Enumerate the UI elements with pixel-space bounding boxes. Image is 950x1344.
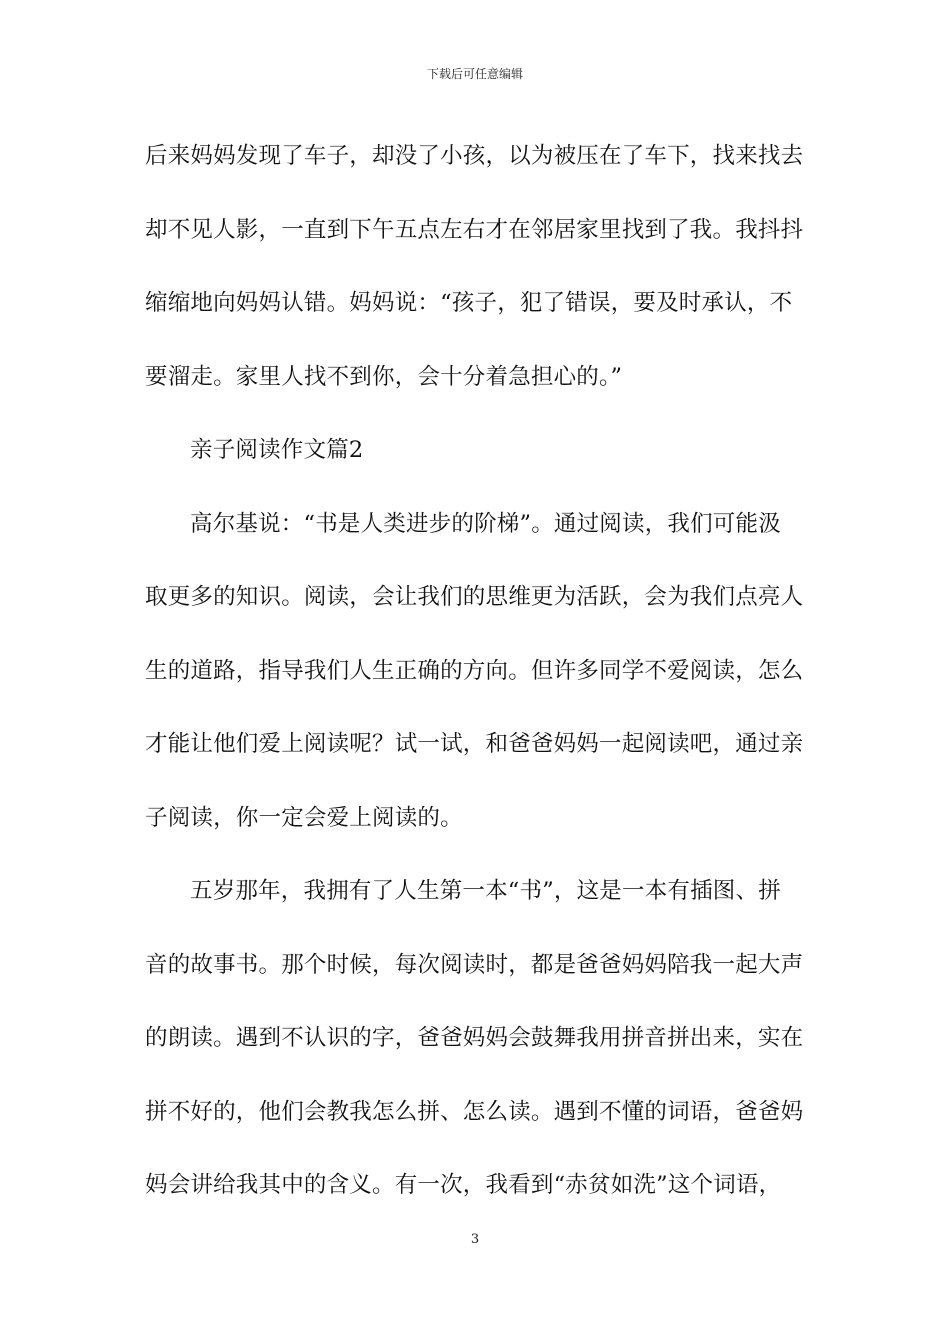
text-line: 子阅读，你一定会爱上阅读的。 [145,804,463,831]
text-line: 要溜走。家里人找不到你，会十分着急担心的。” [145,363,623,390]
paragraph-start-line: 高尔基说：“书是人类进步的阶梯”。通过阅读，我们可能汲 [190,510,781,537]
text-line: 缩缩地向妈妈认错。妈妈说：“孩子，犯了错误，要及时承认，不 [145,290,793,316]
paragraph-start-line: 五岁那年，我拥有了人生第一本“书”，这是一本有插图、拼 [190,878,781,904]
page-number: 3 [470,1232,480,1247]
text-line: 的朗读。遇到不认识的字，爸爸妈妈会鼓舞我用拼音拼出来，实在 [145,1025,804,1051]
text-line: 才能让他们爱上阅读呢？试一试，和爸爸妈妈一起阅读吧，通过亲 [145,731,804,757]
document-body [145,136,809,1239]
text-line: 取更多的知识。阅读，会让我们的思维更为活跃，会为我们点亮人 [145,584,804,610]
section-heading: 亲子阅读作文篇2 [190,437,364,463]
text-line: 拼不好的，他们会教我怎么拼、怎么读。遇到不懂的词语，爸爸妈 [145,1098,804,1125]
text-line: 妈会讲给我其中的含义。有一次，我看到“赤贫如洗”这个词语， [145,1172,782,1198]
text-line: 却不见人影，一直到下午五点左右才在邻居家里找到了我。我抖抖 [145,216,804,243]
text-line: 生的道路，指导我们人生正确的方向。但许多同学不爱阅读，怎么 [145,657,804,684]
page-header: 下载后可任意编辑 [426,67,523,81]
text-line: 后来妈妈发现了车子，却没了小孩，以为被压在了车下，找来找去 [145,143,804,169]
text-line: 音的故事书。那个时候，每次阅读时，都是爸爸妈妈陪我一起大声 [145,951,804,978]
